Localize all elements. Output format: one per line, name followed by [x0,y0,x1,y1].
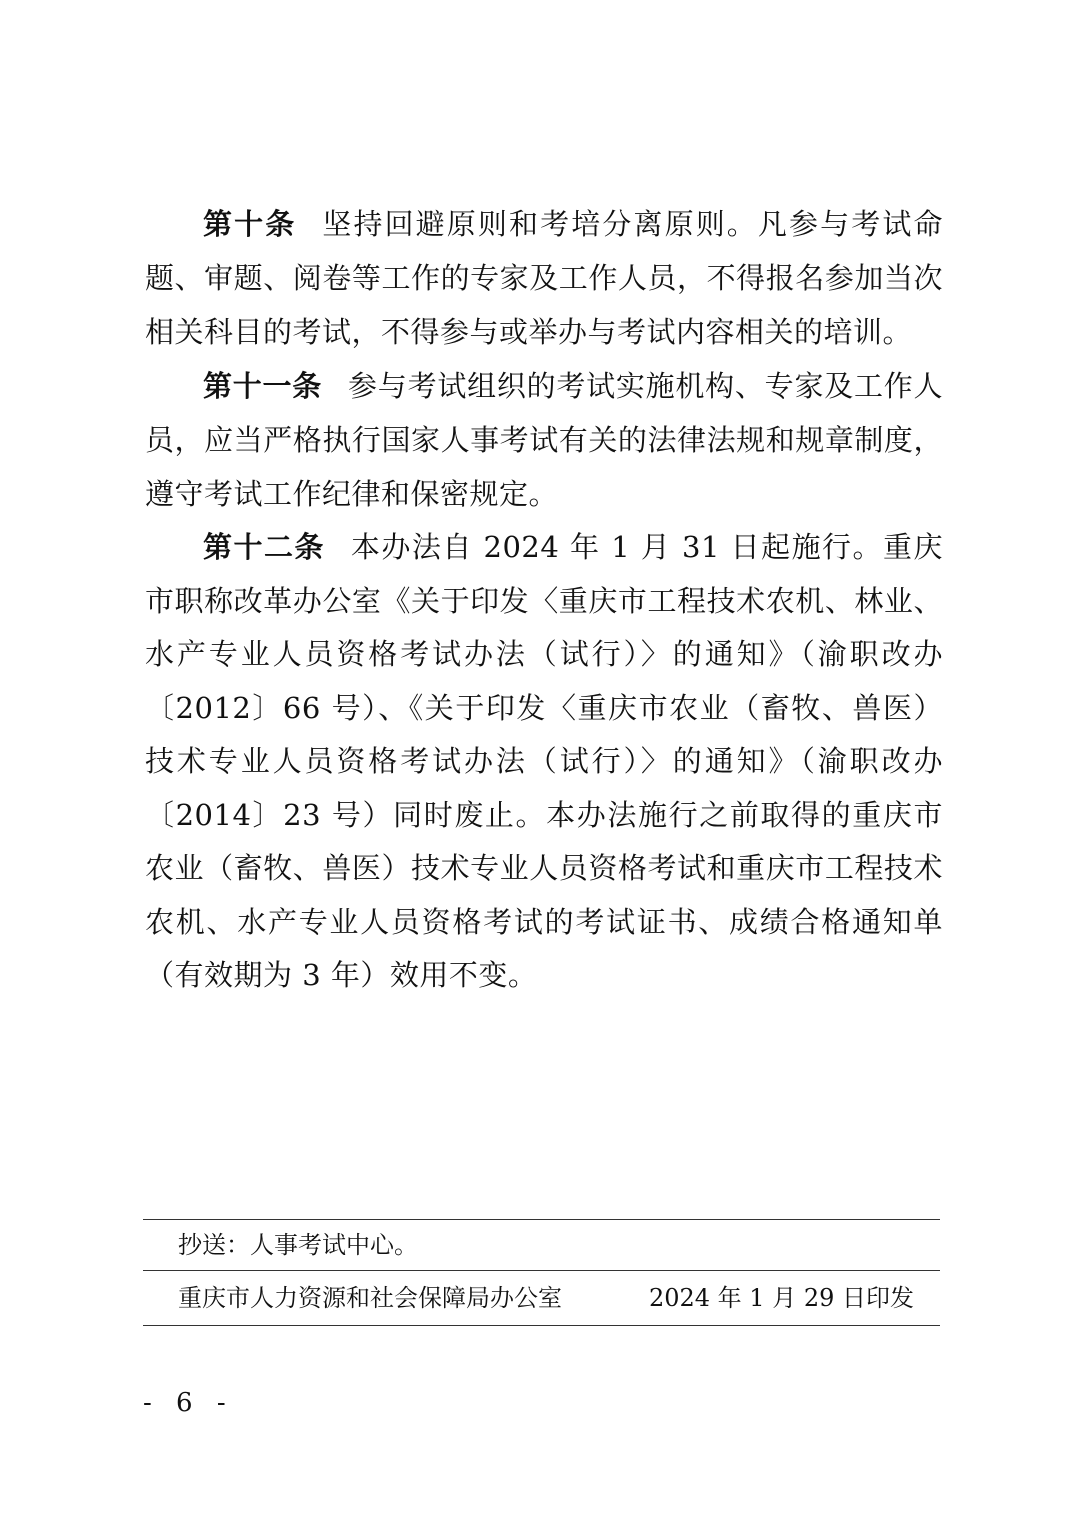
article-body: 参与考试组织的考试实施机构、专家及工作人员，应当严格执行国家人事考试有关的法律法规和规章制度，遵守考试工作纪律和保密规定。 [145,369,943,511]
article-body: 坚持回避原则和考培分离原则。凡参与考试命题、审题、阅卷等工作的专家及工作人员，不得报名参加当次相关科目的考试，不得参与或举办与考试内容相关的培训。 [145,207,943,349]
footer-rule-middle [143,1270,940,1271]
article-heading: 第十一条 [203,369,323,403]
footer-rule-top [143,1219,940,1220]
issuing-office: 重庆市人力资源和社会保障局办公室 [178,1284,562,1312]
article-12 [145,521,943,1003]
article-10 [145,197,943,359]
footer-rule-bottom [143,1325,940,1326]
cc-recipients: 抄送：人事考试中心。 [178,1231,418,1259]
article-heading: 第十二条 [203,530,325,564]
issue-date: 2024 年 1 月 29 日印发 [648,1284,914,1312]
article-heading: 第十条 [203,207,297,241]
article-body: 本办法自 2024 年 1 月 31 日起施行。重庆市职称改革办公室《关于印发〈重庆市工程技术农机、林业、水产专业人员资格考试办法（试行）〉的通知》（渝职改办〔2012〕66 号）、《关于印发〈重庆市农业（畜牧、兽医）技术专业人员资格考试办法（试行）〉的通知》（渝职改办〔2014〕23 号）同时废止。本办法施行之前取得的重庆市农业（畜牧、兽医）技术专业人员资格考试和重庆市工程技术农机、水产专业人员资格考试的考试证书、成绩合格通知单（有效期为 3 年）效用不变。 [145,530,943,992]
article-11 [145,359,943,521]
page-number: - 6 - [143,1388,234,1418]
